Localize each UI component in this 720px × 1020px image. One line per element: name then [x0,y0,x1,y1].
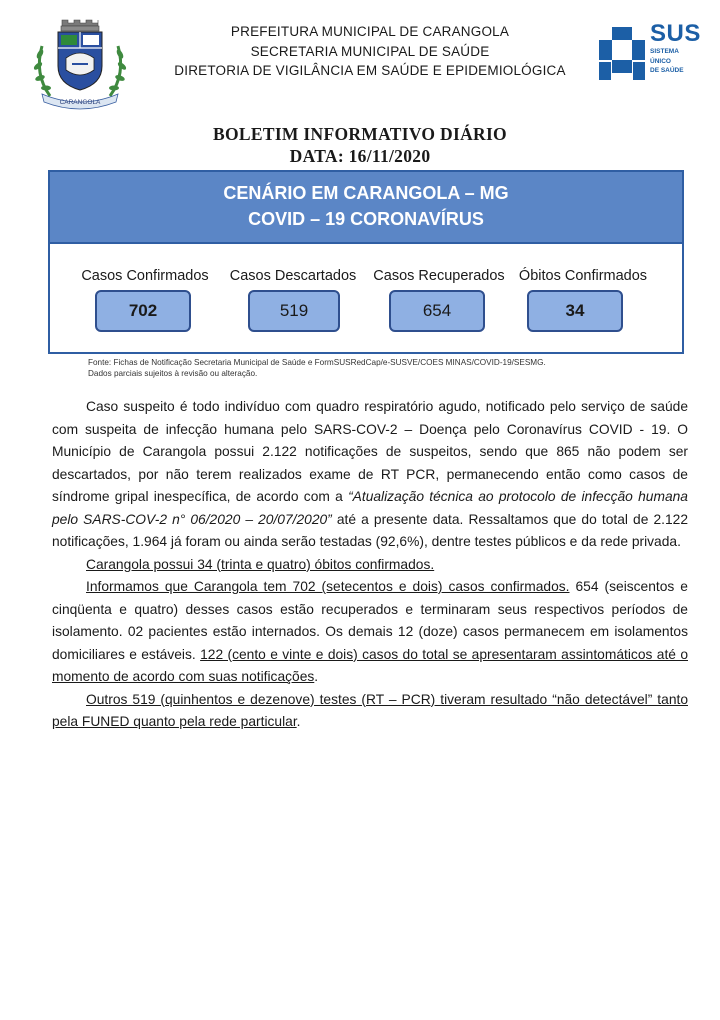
bulletin-title: BOLETIM INFORMATIVO DIÁRIO [213,124,507,144]
stat-value-recuperados: 654 [389,290,485,332]
stat-value-obitos: 34 [527,290,623,332]
letterhead [140,22,600,81]
paragraph-suspected-cases: Caso suspeito é todo indivíduo com quadro respiratório agudo, notificado pelo serviço de saúde com suspeita de infecção humana pelo SARS-COV-2 – Doença pelo Coronavírus COVID - 19. O Município de Carangola possui 2.122 notificações de suspeitos, sendo que 865 não podem ser descartados, por não terem realizados exame de RT PCR, permanecendo então como casos de síndrome gripal inespecífica, de acordo com a “Atualização técnica ao protocolo de infecção humana pelo SARS-COV-2 n° 06/2020 – 20/07/2020” até a presente data. Ressaltamos que do total de 2.122 notificações, 1.964 já foram ou ainda serão testadas (92,6%), dentre testes públicos e da rede privada. [52,399,689,549]
panel-heading-line2: COVID – 19 CORONAVÍRUS [248,209,484,229]
paragraph-confirmed-cases: Informamos que Carangola tem 702 (setecentos e dois) casos confirmados. 654 (seiscentos e cinqüenta e quatro) desses casos estão recuperados e terminaram seus respectivos períodos de isolamento. 02 pacientes estão internados. Os demais 12 (doze) casos permanecem em isolamentos domiciliares e estáveis. 122 (cento e vinte e dois) casos do total se apresentaram assintomáticos até o momento de acordo com suas notificações. [52,579,688,684]
bulletin-date: DATA: 16/11/2020 [289,146,431,166]
paragraph-discarded-tests: Outros 519 (quinhentos e dezenove) testes (RT – PCR) tiveram resultado “não detectável” tanto pela FUNED quanto pela rede particular. [52,691,688,729]
stat-label-recuperados: Casos Recuperados [373,268,505,284]
header-diretoria: DIRETORIA DE VIGILÂNCIA EM SAÚDE E EPIDEMIOLÓGICA [174,63,566,78]
header-prefeitura: PREFEITURA MUNICIPAL DE CARANGOLA [230,24,510,39]
paragraph-deaths: Carangola possui 34 (trinta e quatro) óbitos confirmados. [86,556,435,572]
stat-value-descartados: 519 [248,290,340,332]
panel-heading [50,172,682,244]
panel-heading-line1: CENÁRIO EM CARANGOLA – MG [223,183,509,203]
stat-label-descartados: Casos Descartados [229,268,357,284]
stat-value-confirmados: 702 [95,290,191,332]
municipal-crest-logo [28,18,132,110]
header-secretaria: SECRETARIA MUNICIPAL DE SAÚDE [250,43,490,59]
source-note: Fonte: Fichas de Notificação Secretaria Municipal de Saúde e FormSUSRedCap/e-SUSVE/COES MINAS/COVID-19/SESMG. Dados parciais sujeitos à revisão ou alteração. [88,358,546,378]
stat-label-confirmados: Casos Confirmados [81,268,209,284]
sus-logo-text: SUS SISTEMA ÚNICO DE SAÚDE [650,20,701,74]
svg-text:CARANGOLA: CARANGOLA [59,99,101,106]
bulletin-body [52,396,688,734]
stat-label-obitos: Óbitos Confirmados [518,268,648,284]
covid-scenario-panel [48,170,684,354]
